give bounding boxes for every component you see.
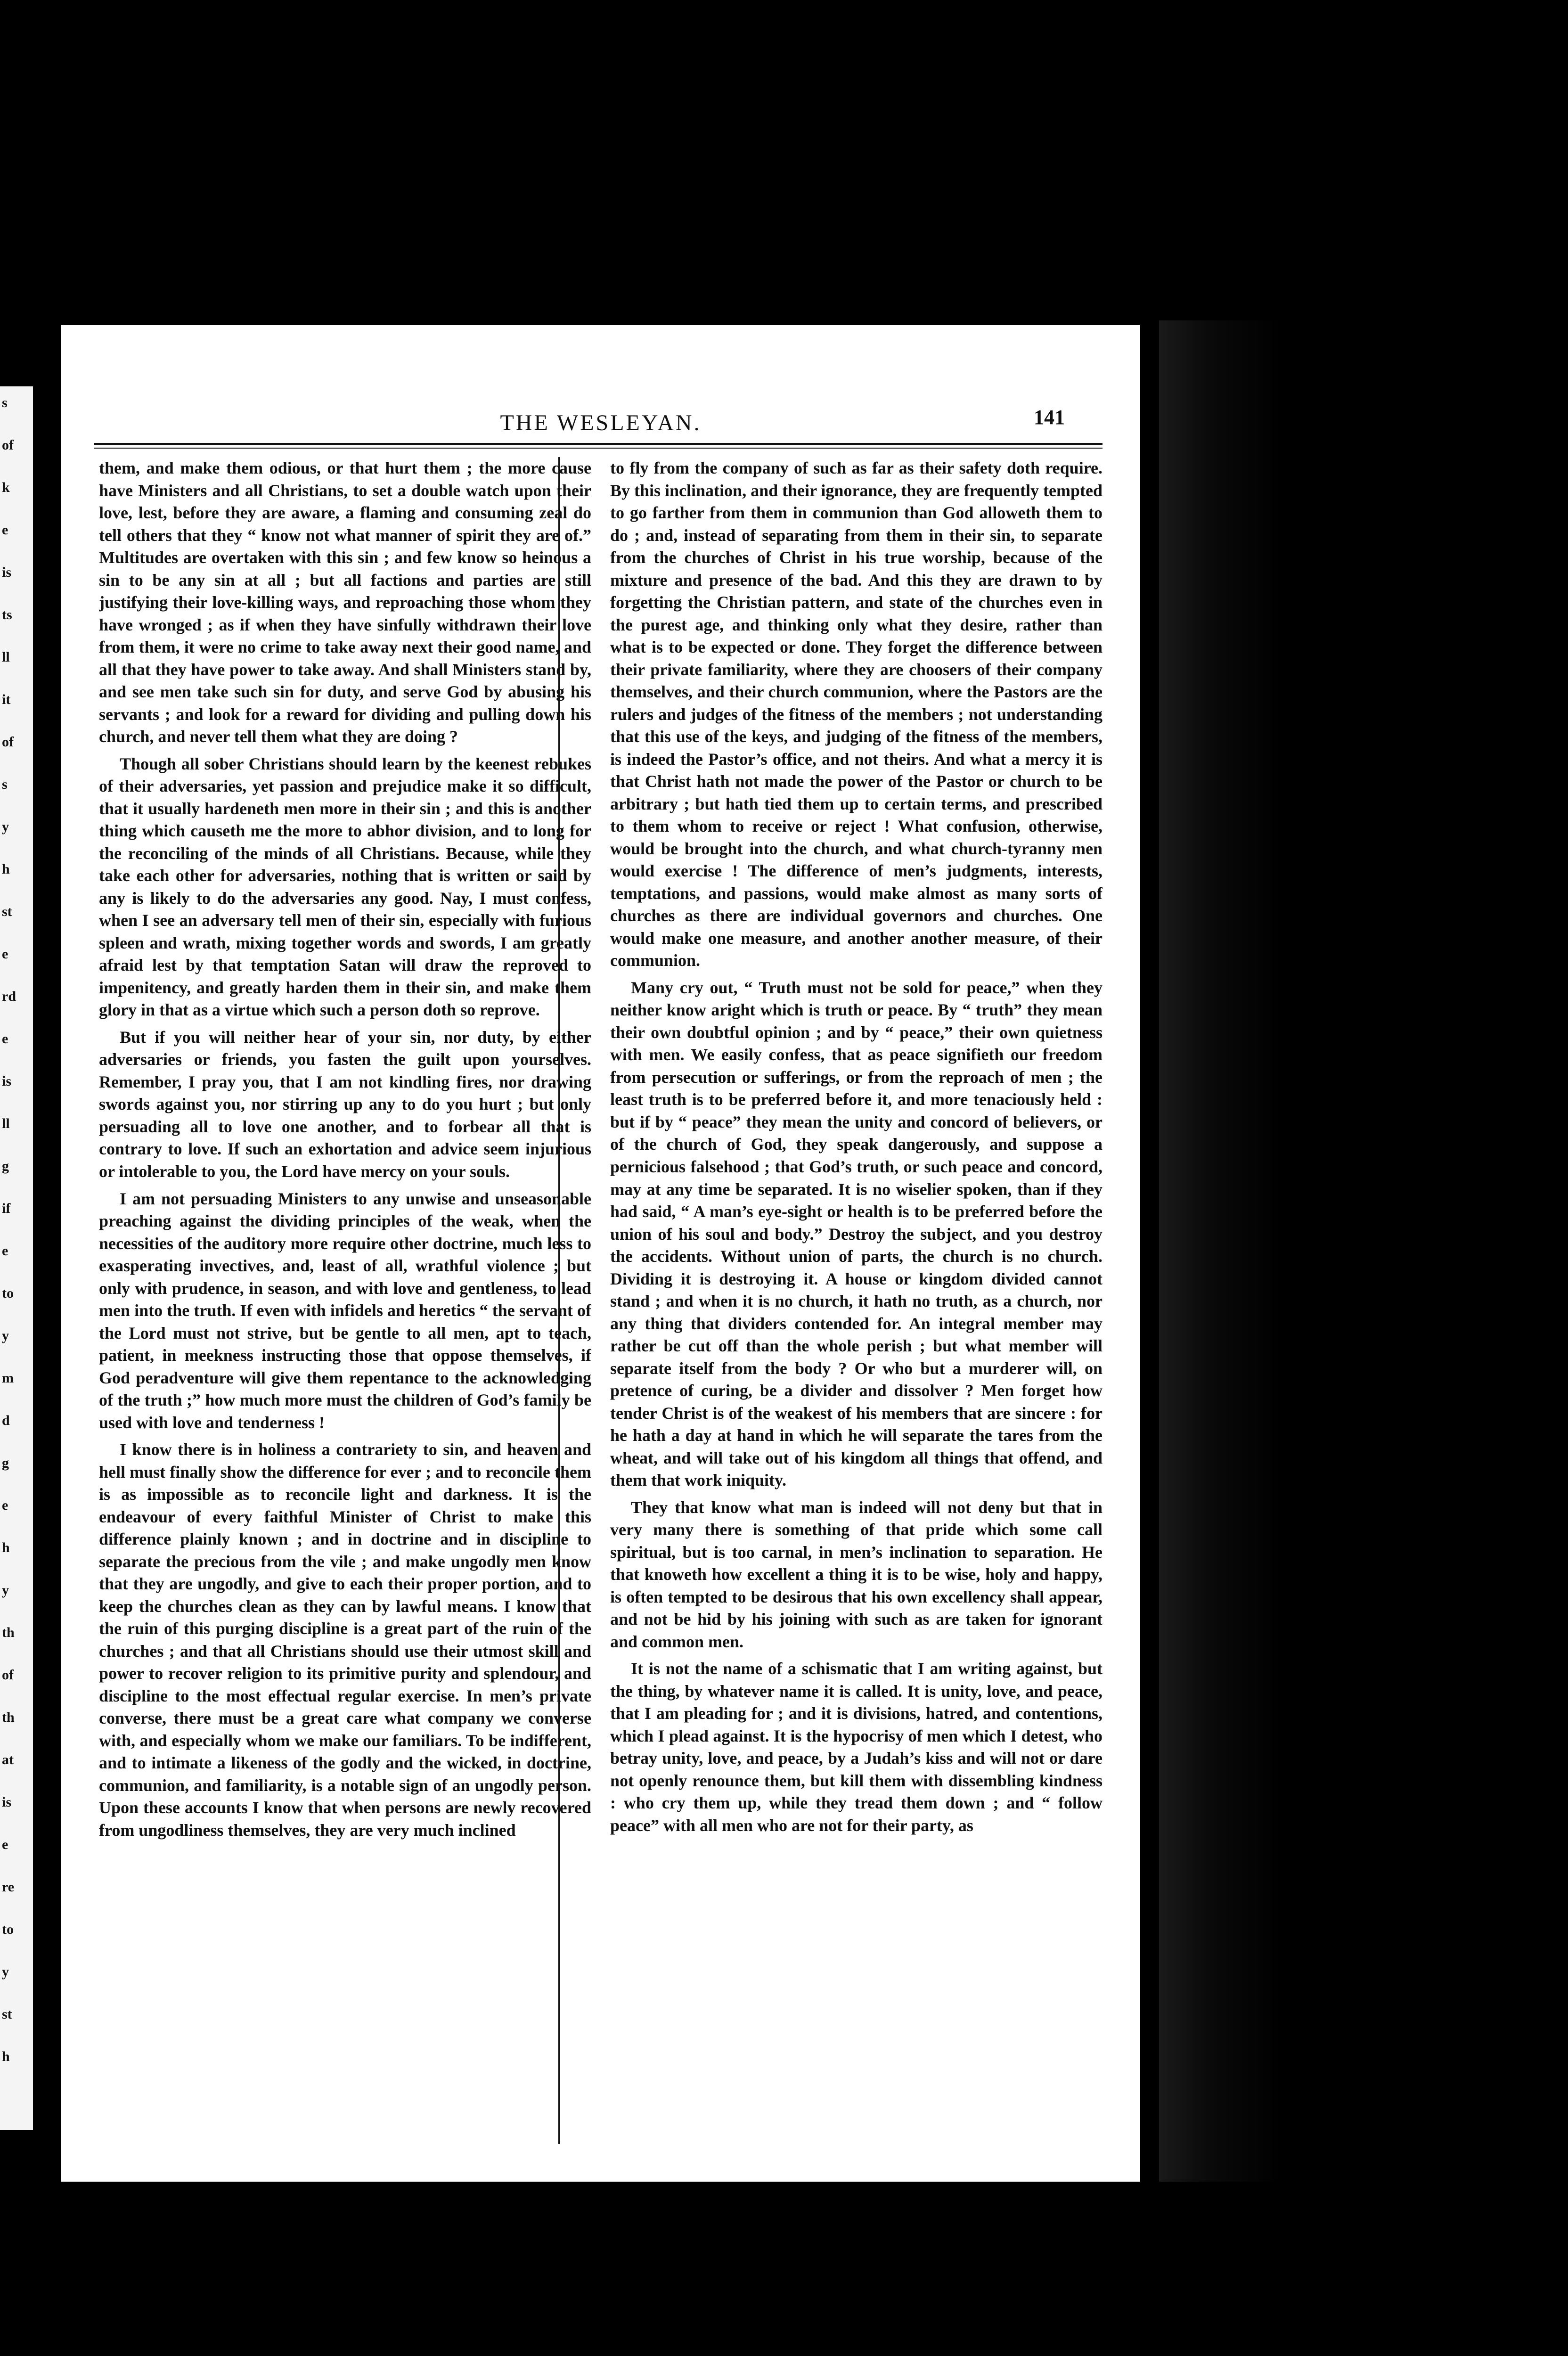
paragraph: Many cry out, “ Truth must not be sold for peace,” when they neither know aright which is truth or peace. By “ truth” they mean their own doubtful opinion ; and by “ peace,” their own quietness with men. We easily confess, that as peace signifieth our freedom from persecution or sufferings, or from the reproach of men ; the least truth is to be preferred before it, and more tenaciously held : but if by “ peace” they mean the unity and concord of believers, or of the church of God, they speak dangerously, and suppose a pernicious falsehood ; that God’s truth, or such peace and concord, may at any time be separated. It is no wiselier spoken, than if they had said, “ A man’s eye-sight or health is to be preferred before the union of his soul and body.” Destroy the subject, and you destroy the accidents. Without union of parts, the church is no church. Dividing it is destroying it. A house or kingdom divided cannot stand ; and when it is no church, it hath no truth, as a church, nor any thing that dividers contended for. An integral member may rather be cut off than the whole perish ; but what member will separate itself from the body ? Or who but a murderer will, on pretence of curing, be a divider and dissolver ? Men forget how tender Christ is of the weakest of his members that are sincere : for he hath a day at hand in which he will separate the tares from the wheat, and will take out of his kingdom all things that offend, and them that work iniquity. — [610, 978, 1102, 1490]
margin-fragment: k — [2, 480, 10, 495]
margin-fragment: y — [2, 1582, 9, 1598]
margin-fragment: e — [2, 1243, 8, 1259]
margin-fragment: th — [2, 1710, 15, 1725]
margin-fragment: st — [2, 904, 12, 919]
margin-fragment: h — [2, 2049, 10, 2064]
paragraph: It is not the name of a schismatic that I am writing against, but the thing, by whatever name it is called. It is unity, love, and peace, that I am pleading for ; and it is divisions, hatred, and contentions, which I plead against. It is the hypocrisy of men which I detest, who betray unity, love, and peace, by a Judah’s kiss and will not or dare not openly renounce them, but kill them with dissembling kindness : who cry them up, while they tread them down ; and “ follow peace” with all men who are not for their party, as — [610, 1659, 1102, 1835]
paragraph: to fly from the company of such as far as their safety doth require. By this inclination, and their ignorance, they are frequently tempted to go farther from them in communion than God alloweth them to do ; and, instead of separating from them in their sin, to separate from the churches of Christ in his true worship, because of the mixture and presence of the bad. And this they are drawn to by forgetting the Christian pattern, and state of the churches even in the purest age, and thinking only what they desire, rather than what is to be expected or done. They forget the difference between their private familiarity, where they are choosers of their company themselves, and their church communion, where the Pastors are the rulers and judges of the fitness of the members ; not understanding that this use of the keys, and judging of the fitness of the members, is indeed the Pastor’s office, and not theirs. And what a mercy it is that Christ hath not made the power of the Pastor or church to be arbitrary ; but hath tied them up to certain terms, and prescribed to them whom to receive or reject ! What confusion, otherwise, would be brought into the church, and what church-tyranny men would exercise ! The difference of men’s judgments, interests, temptations, and passions, would make almost as many sorts of churches as there are individual governors and churches. One would make one measure, and another another measure, of their communion. — [610, 458, 1102, 970]
text-columns — [99, 457, 1102, 2144]
paragraph: them, and make them odious, or that hurt them ; the more cause have Ministers and all Christians, to set a double watch upon their love, lest, before they are aware, a flaming and consuming zeal do tell others that they “ know not what manner of spirit they are of.” Multitudes are overtaken with this sin ; and few know so heinous a sin to be any sin at all ; but all factions and parties are still justifying their love-killing ways, and reproaching those whom they have wronged ; as if when they have sinfully withdrawn their love from them, it were no crime to take away next their good name, and all that they have power to take away. And shall Ministers stand by, and see men take such sin for duty, and serve God by abusing his servants ; and look for a reward for dividing and pulling down his church, and never tell them what they are doing ? — [99, 458, 591, 746]
margin-fragment: h — [2, 861, 10, 877]
margin-fragment: to — [2, 1922, 14, 1937]
margin-fragment: s — [2, 777, 8, 792]
right-column — [610, 457, 1102, 2144]
margin-fragment: of — [2, 437, 14, 453]
margin-fragment: e — [2, 1031, 8, 1047]
margin-fragment: is — [2, 564, 12, 580]
margin-fragment: is — [2, 1794, 12, 1810]
paragraph: They that know what man is indeed will not deny but that in very many there is something of that pride which some call spiritual, but is too carnal, in men’s inclination to separation. He that knoweth how excellent a thing it is to be wise, holy and happy, is often tempted to be desirous that his own excellency shall appear, and not be hid by his joining with such as are taken for ignorant and common men. — [610, 1497, 1102, 1651]
margin-fragment: y — [2, 1964, 9, 1980]
paragraph: Though all sober Christians should learn by the keenest rebukes of their adversaries, yet passion and prejudice make it so difficult, that it usually hardeneth men more in their sin ; and this is another thing which causeth me the more to abhor division, and to long for the reconciling of the minds of all Christians. Because, while they take each other for adversaries, nothing that is written or said by any is likely to do the adversaries any good. Nay, I must confess, when I see an adversary tell men of their sin, especially with furious spleen and wrath, mixing together words and swords, I am greatly afraid lest by that temptation Satan will draw the reproved to impenitency, and greatly harden them in their sin, and make them glory in that as a virtue which such a person doth so reprove. — [99, 754, 591, 1020]
margin-fragment: of — [2, 1667, 14, 1683]
margin-fragment: s — [2, 395, 8, 410]
book-spine — [1159, 320, 1282, 2182]
margin-fragment: d — [2, 1413, 10, 1428]
paragraph: I know there is in holiness a contrariety to sin, and heaven and hell must finally show the difference for ever ; and to reconcile them is as impossible as to reconcile light and darkness. It is the endeavour of every faithful Minister of Christ to make this difference plainly known ; and in doctrine and in discipline to separate the precious from the vile ; and make ungodly men know that they are ungodly, and give to each their proper portion, and to keep the churches clean as they can by lawful means. I know that the ruin of this purging discipline is a great part of the ruin of the churches ; and that all Christians should use their utmost skill and power to recover religion to its primitive purity and splendour, and discipline to the most effectual regular exercise. In men’s private converse, there must be a great care what company we converse with, and especially whom we make our familiars. To be indifferent, and to intimate a likeness of the godly and the wicked, in doctrine, communion, and familiarity, is a notable sign of an ungodly person. Upon these accounts I know that when persons are newly recovered from ungodliness themselves, they are very much inclined — [99, 1440, 591, 1840]
margin-fragment: of — [2, 734, 14, 750]
margin-fragment: is — [2, 1073, 12, 1089]
margin-fragment: e — [2, 1497, 8, 1513]
header-rule — [94, 443, 1102, 449]
margin-fragment: to — [2, 1285, 14, 1301]
margin-fragment: if — [2, 1201, 11, 1216]
left-column — [99, 457, 591, 2144]
margin-fragment: ll — [2, 649, 10, 665]
margin-fragment: ll — [2, 1116, 10, 1131]
book-page — [61, 325, 1140, 2182]
margin-fragment: e — [2, 1837, 8, 1852]
margin-fragment: it — [2, 692, 11, 707]
margin-fragment: ts — [2, 607, 12, 622]
margin-fragment: h — [2, 1540, 10, 1555]
margin-fragment: re — [2, 1879, 15, 1895]
page-number: 141 — [1034, 406, 1065, 429]
page-header — [94, 406, 1107, 448]
margin-fragment: e — [2, 522, 8, 538]
paragraph: I am not persuading Ministers to any unwise and unseasonable preaching against the dividing principles of the weak, when the necessities of the auditory more require other doctrine, much less to exasperating invectives, and, least of all, wrathful violence ; but only with prudence, in season, and with love and gentleness, to lead men into the truth. If even with infidels and heretics “ the servant of the Lord must not strive, but be gentle to all men, apt to teach, patient, in meekness instructing those that oppose themselves, if God peradventure will give them repentance to the acknowledging of the truth ;” how much more must the children of God’s family be used with love and tenderness ! — [99, 1189, 591, 1432]
margin-fragment: th — [2, 1625, 15, 1640]
margin-fragment: rd — [2, 989, 16, 1004]
running-title: THE WESLEYAN. — [500, 410, 702, 435]
margin-fragment: y — [2, 1328, 9, 1343]
margin-fragment: g — [2, 1455, 9, 1471]
margin-fragment: st — [2, 2006, 12, 2022]
margin-fragment: g — [2, 1158, 9, 1174]
paragraph: But if you will neither hear of your sin, nor duty, by either adversaries or friends, you fasten the guilt upon yourselves. Remember, I pray you, that I am not kindling fires, nor drawing swords against you, nor stirring up any to do you hurt ; but only persuading all to love one another, and to forbear all that is contrary to love. If such an exhortation and advice seem injurious or intolerable to you, the Lord have mercy on your souls. — [99, 1027, 591, 1181]
margin-fragment: at — [2, 1752, 14, 1767]
margin-fragment: e — [2, 946, 8, 962]
margin-fragment: y — [2, 819, 9, 834]
facing-page-edge — [0, 386, 33, 2130]
margin-fragment: m — [2, 1370, 14, 1386]
